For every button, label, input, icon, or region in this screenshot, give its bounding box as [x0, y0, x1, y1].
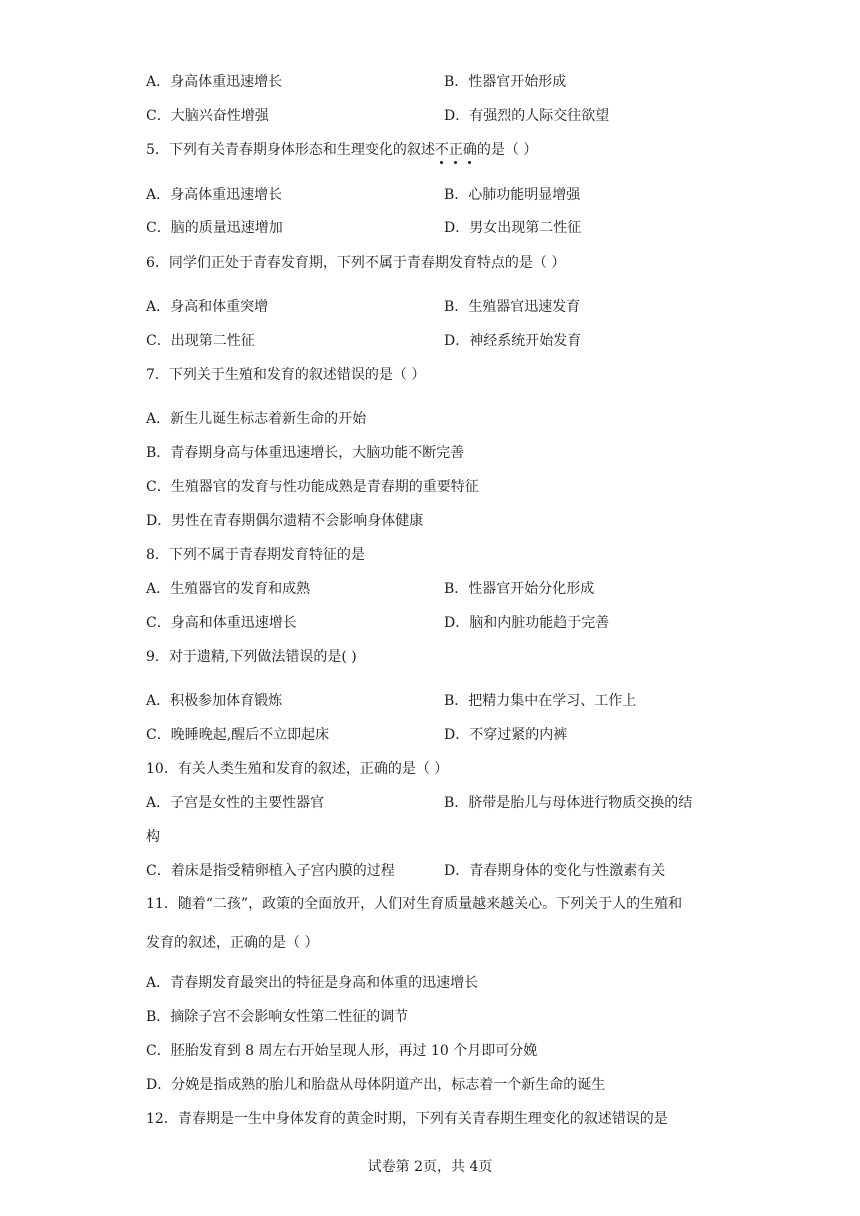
q5-emphasis-3: 确	[462, 142, 477, 158]
q11-option-d: D．分娩是指成熟的胎儿和胎盘从母体阴道产出，标志着一个新生命的诞生	[146, 1077, 606, 1093]
q9-option-d: D．不穿过紧的内裤	[444, 727, 568, 743]
q5-stem-pre: 5．下列有关青春期身体形态和生理变化的叙述	[146, 142, 435, 158]
q8-option-d: D．脑和内脏功能趋于完善	[444, 615, 610, 631]
q11-stem-line-1: 11．随着“二孩”，政策的全面放开，人们对生育质量越来越关心。下列关于人的生殖和	[146, 896, 683, 912]
q5-option-a: A．身高体重迅速增长	[146, 187, 283, 203]
page-footer: 试卷第 2页，共 4页	[367, 1159, 493, 1175]
q5-stem	[146, 141, 537, 159]
q4-option-a: A．身高体重迅速增长	[146, 74, 283, 90]
q6-option-a: A．身高和体重突增	[146, 299, 269, 315]
q8-option-c: C．身高和体重迅速增长	[146, 615, 297, 631]
q7-option-c: C．生殖器官的发育与性功能成熟是青春期的重要特征	[146, 479, 479, 495]
q8-option-a: A．生殖器官的发育和成熟	[146, 581, 311, 597]
q5-option-c: C．脑的质量迅速增加	[146, 220, 283, 236]
q10-option-d: D．青春期身体的变化与性激素有关	[444, 863, 666, 879]
q9-option-b: B．把精力集中在学习、工作上	[444, 693, 637, 709]
q10-option-b-continued: 构	[146, 829, 160, 845]
q5-emphasis-2: 正	[448, 142, 463, 158]
q10-option-a: A．子宫是女性的主要性器官	[146, 795, 325, 811]
q4-option-b: B．性器官开始形成	[444, 74, 567, 90]
q6-option-d: D．神经系统开始发育	[444, 333, 582, 349]
q5-option-b: B．心肺功能明显增强	[444, 187, 581, 203]
q4-option-d: D．有强烈的人际交往欲望	[444, 108, 610, 124]
q7-stem: 7．下列关于生殖和发育的叙述错误的是（ ）	[146, 367, 426, 383]
q4-option-c: C．大脑兴奋性增强	[146, 108, 269, 124]
q7-option-b: B．青春期身高与体重迅速增长，大脑功能不断完善	[146, 445, 465, 461]
q9-option-c: C．晚睡晚起,醒后不立即起床	[146, 727, 330, 743]
q9-stem: 9．对于遗精,下列做法错误的是( )	[146, 649, 357, 665]
q10-option-b: B．脐带是胎儿与母体进行物质交换的结	[444, 795, 693, 811]
q8-option-b: B．性器官开始分化形成	[444, 581, 595, 597]
q10-option-c: C．着床是指受精卵植入子宫内膜的过程	[146, 863, 395, 879]
q5-option-d: D．男女出现第二性征	[444, 220, 582, 236]
q6-stem: 6．同学们正处于青春发育期，下列不属于青春期发育特点的是（ ）	[146, 255, 566, 271]
q5-emphasis-1: 不	[434, 142, 449, 158]
q7-option-a: A．新生儿诞生标志着新生命的开始	[146, 411, 367, 427]
q11-option-b: B．摘除子宫不会影响女性第二性征的调节	[146, 1009, 409, 1025]
q9-option-a: A．积极参加体育锻炼	[146, 693, 283, 709]
q11-stem-line-2: 发育的叙述，正确的是（ ）	[146, 935, 319, 951]
q11-option-c: C．胚胎发育到 8 周左右开始呈现人形，再过 10 个月即可分娩	[146, 1043, 538, 1059]
q8-stem: 8．下列不属于青春期发育特征的是	[146, 547, 365, 563]
q11-option-a: A．青春期发育最突出的特征是身高和体重的迅速增长	[146, 975, 479, 991]
q6-option-c: C．出现第二性征	[146, 333, 255, 349]
q6-option-b: B．生殖器官迅速发育	[444, 299, 581, 315]
q7-option-d: D．男性在青春期偶尔遗精不会影响身体健康	[146, 513, 424, 529]
q12-stem: 12．青春期是一生中身体发育的黄金时期，下列有关青春期生理变化的叙述错误的是	[146, 1111, 668, 1127]
q5-stem-post: 的是（ ）	[476, 142, 538, 158]
q10-stem: 10．有关人类生殖和发育的叙述，正确的是（ ）	[146, 761, 449, 777]
